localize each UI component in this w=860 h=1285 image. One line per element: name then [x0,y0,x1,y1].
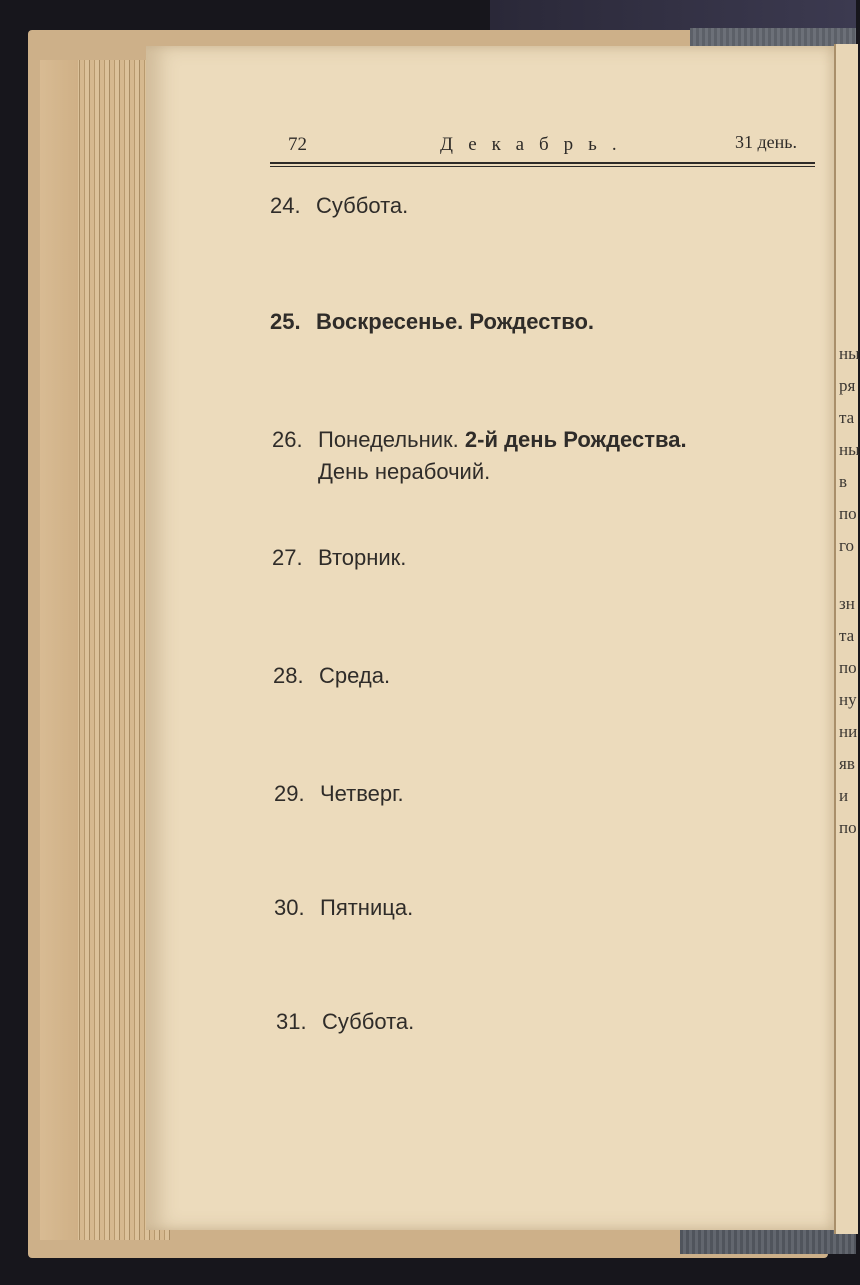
day-number: 30. [274,895,305,920]
day-number: 27. [272,545,303,570]
page-stack-outer [40,60,78,1240]
calendar-page [146,46,834,1230]
day-number: 24. [270,193,301,218]
day-entry [274,778,404,810]
weekday: Суббота. [322,1009,415,1034]
day-number: 29. [274,781,305,806]
holiday-name: Рождество. [469,309,594,334]
facing-fragment: та [839,408,855,427]
facing-fragment: по [839,658,857,677]
facing-fragment: ря [839,376,856,395]
facing-fragment: зн [839,594,855,613]
facing-fragment: и [839,786,849,805]
facing-page-edge [834,44,858,1234]
facing-fragment: та [839,626,855,645]
day-entry [272,542,406,574]
day-note: День нерабочий. [318,459,491,484]
day-entry [270,306,594,338]
facing-fragment: по [839,504,857,523]
weekday: Пятница. [320,895,414,920]
day-entry [276,1006,414,1038]
day-entry [274,892,413,924]
facing-fragment: ны [839,440,860,459]
facing-fragment: в [839,472,848,491]
day-entry [273,660,390,692]
day-entry [270,190,408,222]
facing-fragment: го [839,536,855,555]
page-number: 72 [288,134,307,155]
day-entry [272,424,687,488]
day-number: 31. [276,1009,307,1034]
weekday: Суббота. [316,193,409,218]
month-title: Декабрь. [440,134,632,155]
holiday-name: 2-й день Рождества. [464,427,687,452]
days-count: 31 день. [735,132,797,152]
weekday: Среда. [319,663,391,688]
weekday: Вторник. [318,545,407,570]
page-header [270,128,815,164]
facing-fragment: по [839,818,857,837]
day-number: 25. [270,309,301,334]
facing-fragment: ны [839,344,860,363]
weekday: Четверг. [320,781,404,806]
facing-fragment: яв [839,754,855,773]
day-number: 28. [273,663,304,688]
cover-cloth-bottom [680,1228,856,1254]
facing-fragment: ни [839,722,858,741]
day-number: 26. [272,427,303,452]
weekday: Воскресенье. [316,309,464,334]
facing-fragment: ну [839,690,857,709]
weekday: Понедельник. [318,427,459,452]
